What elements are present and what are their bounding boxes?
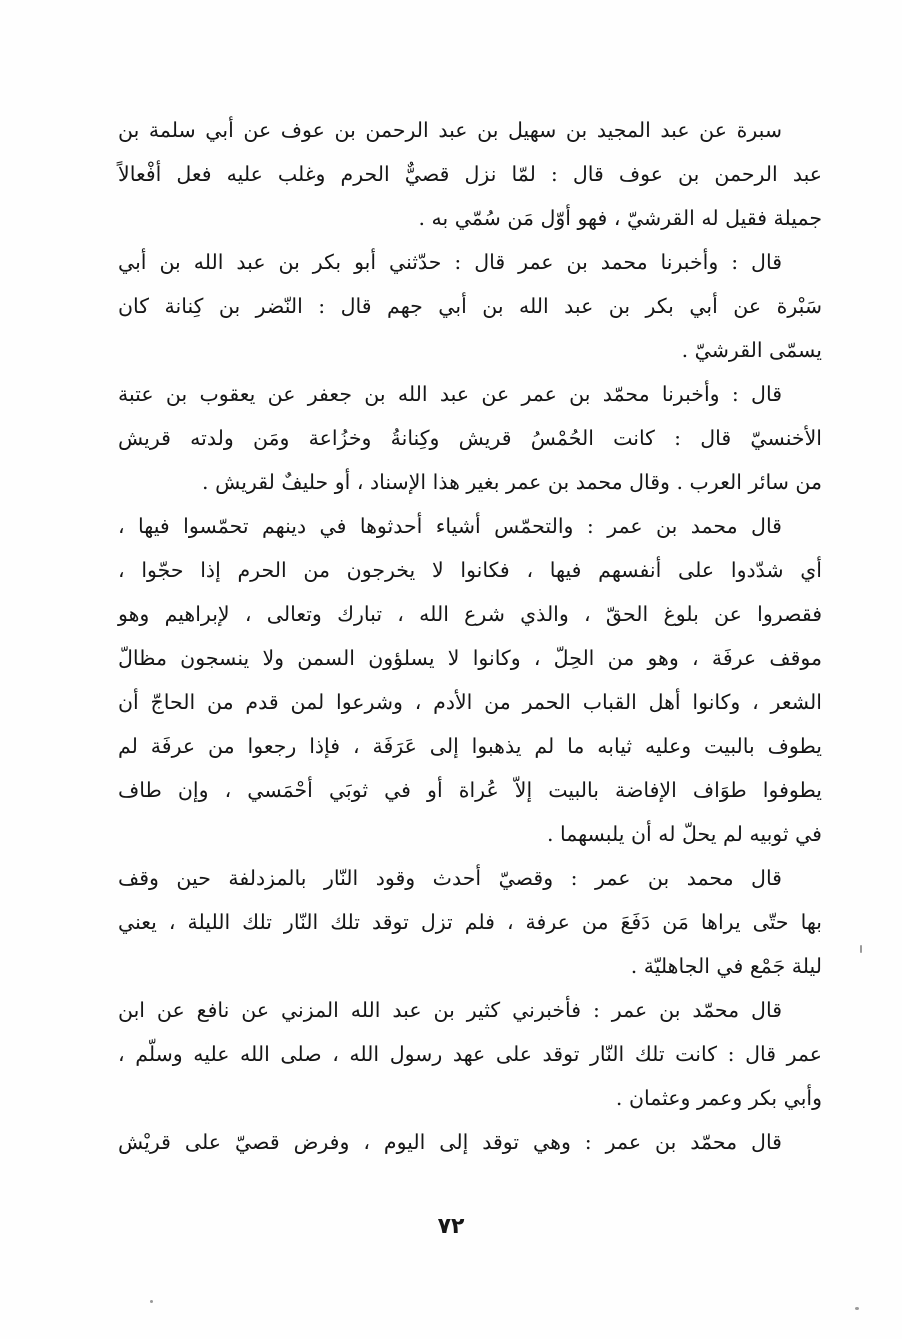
text-line: الشعر ، وكانوا أهل القباب الحمر من الأدم ، وشرعوا لمن قدم من الحاجّ أن [118,690,822,714]
text-line: موقف عرفَة ، وهو من الحِلّ ، وكانوا لا يسلؤون السمن ولا ينسجون مظالّ [118,646,822,670]
text-line: عمر قال : كانت تلك النّار توقد على عهد رسول الله ، صلى الله عليه وسلّم ، [118,1042,822,1066]
text-line: سَبْرة عن أبي بكر بن عبد الله بن أبي جهم قال : النّضر بن كِنانة كان [118,294,822,318]
text-line: قال : وأخبرنا محمد بن عمر قال : حدّثني أبو بكر بن عبد الله بن أبي [118,250,782,274]
text-line: في ثوبيه لم يحلّ له أن يلبسهما . [546,822,822,846]
text-line: من سائر العرب . وقال محمد بن عمر بغير هذا الإسناد ، أو حليفٌ لقريش . [202,470,822,494]
paragraph [118,108,822,240]
text-line: وأبي بكر وعمر وعثمان . [615,1086,822,1110]
text-line: قال محمّد بن عمر : فأخبرني كثير بن عبد الله المزني عن نافع عن ابن [118,998,782,1022]
text-line: قال محمد بن عمر : والتحمّس أشياء أحدثوها في دينهم تحمّسوا فيها ، [118,514,782,538]
text-line: قال : وأخبرنا محمّد بن عمر عن عبد الله بن جعفر عن يعقوب بن عتبة [118,382,782,406]
body-text [118,108,822,1164]
text-line: قال محمد بن عمر : وقصيّ أحدث وقود النّار بالمزدلفة حين وقف [118,866,782,890]
text-line: جميلة فقيل له القرشيّ ، فهو أوّل مَن سُمّي به . [418,206,822,230]
paragraph [118,988,822,1120]
text-line: يطوفوا طوَاف الإفاضة بالبيت إلاّ عُراة أو في ثوبَي أحْمَسي ، وإن طاف [118,778,822,802]
text-line: فقصروا عن بلوغ الحقّ ، والذي شرع الله ، تبارك وتعالى ، لإبراهيم وهو [118,602,822,626]
text-line: قال محمّد بن عمر : وهي توقد إلى اليوم ، وفرض قصيّ على قريْش [118,1130,782,1154]
text-line: أي شدّدوا على أنفسهم فيها ، فكانوا لا يخرجون من الحرم إذا حجّوا ، [118,558,822,582]
text-line: يسمّى القرشيّ . [681,338,822,362]
text-line: عبد الرحمن بن عوف قال : لمّا نزل قصيٌّ الحرم وغلب عليه فعل أفْعالاً [118,162,822,186]
paragraph [118,240,822,372]
paragraph [118,504,822,856]
text-line: يطوف بالبيت وعليه ثيابه ما لم يذهبوا إلى عَرَفَة ، فإذا رجعوا من عرفَة لم [118,734,822,758]
text-line: سبرة عن عبد المجيد بن سهيل بن عبد الرحمن بن عوف عن أبي سلمة بن [118,118,782,142]
text-line: الأخنسيّ قال : كانت الحُمْسُ قريش وكِنانةُ وخزُاعة ومَن ولدته قريش [118,426,822,450]
paragraph [118,856,822,988]
paragraph [118,372,822,504]
scan-speck [860,945,862,953]
scan-speck [150,1300,153,1303]
paragraph [118,1120,822,1164]
page-number: ٧٢ [437,1214,465,1239]
scan-speck [855,1307,859,1310]
text-line: ليلة جَمْع في الجاهليّة . [630,954,822,978]
text-line: بها حتّى يراها مَن دَفَعَ من عرفة ، فلم تزل توقد تلك النّار تلك الليلة ، يعني [118,910,822,934]
